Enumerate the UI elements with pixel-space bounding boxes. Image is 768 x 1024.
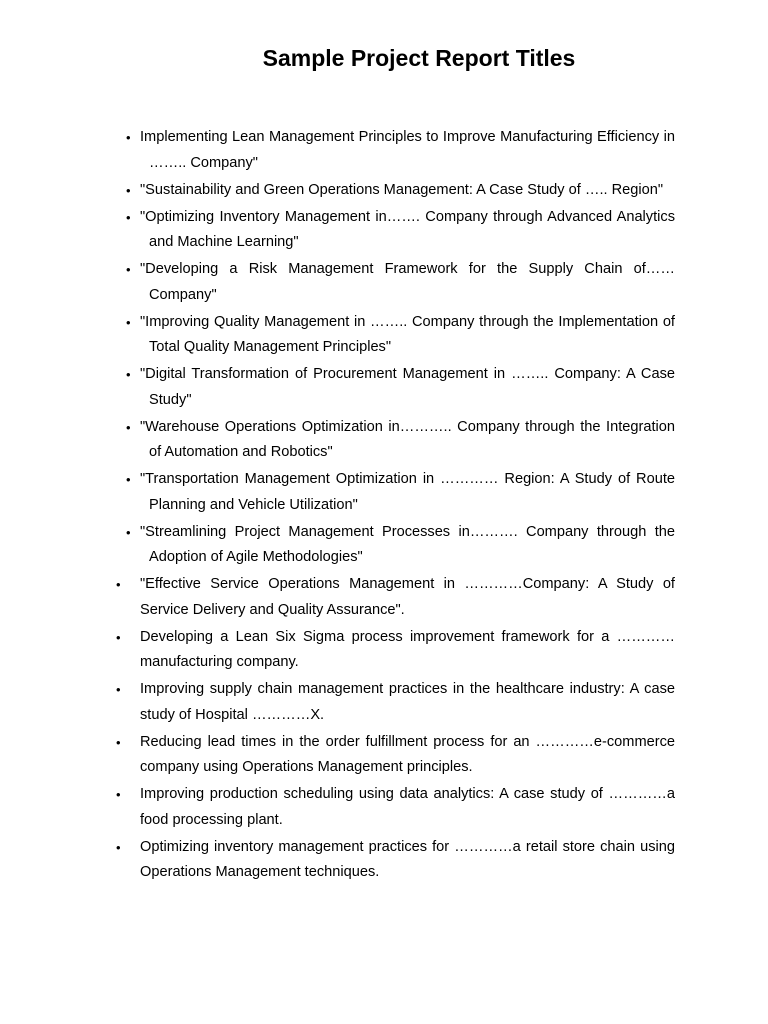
- list-item: [0, 625, 675, 676]
- list-item: [0, 782, 675, 833]
- bullet: •: [126, 182, 131, 198]
- list-item: [0, 125, 675, 176]
- bullet: •: [126, 419, 131, 435]
- bullet: •: [116, 629, 121, 645]
- list-item: [0, 362, 675, 413]
- list-item-text: "Sustainability and Green Operations Management: A Case Study of ….. Region": [140, 181, 664, 198]
- list-item: [0, 257, 675, 308]
- list-item: [0, 415, 675, 466]
- list-item: [0, 205, 675, 256]
- list-item-text: "Optimizing Inventory Management in……. Company through Advanced Analytics and Machine Learning": [140, 208, 675, 250]
- list-item-text: "Digital Transformation of Procurement Management in …….. Company: A Case Study": [140, 366, 675, 408]
- project-title-list: [0, 125, 768, 887]
- list-item-text: "Improving Quality Management in …….. Company through the Implementation of Total Quality Management Principles": [140, 313, 675, 355]
- bullet: •: [116, 682, 121, 697]
- bullet: •: [126, 262, 131, 277]
- bullet: •: [116, 787, 121, 802]
- list-item-text: Improving supply chain management practices in the healthcare industry: A case study of Hospital …………X.: [140, 681, 675, 723]
- list-item: [0, 572, 675, 623]
- document-title: Sample Project Report Titles: [262, 45, 576, 71]
- list-item: [0, 520, 675, 571]
- list-item-text: Optimizing inventory management practices for …………a retail store chain using Operations Management techniques.: [140, 838, 675, 880]
- list-item: [0, 467, 675, 518]
- bullet: •: [126, 472, 131, 487]
- bullet: •: [126, 209, 131, 225]
- list-item-text: "Warehouse Operations Optimization in……….. Company through the Integration of Automation and Robotics": [140, 418, 675, 460]
- bullet: •: [116, 734, 121, 750]
- bullet: •: [116, 577, 121, 592]
- list-item-text: Improving production scheduling using data analytics: A case study of …………a food processing plant.: [140, 786, 675, 828]
- bullet: •: [116, 839, 121, 855]
- list-item: [0, 835, 675, 886]
- list-item-text: "Effective Service Operations Management in …………Company: A Study of Service Delivery and Quality Assurance".: [140, 576, 675, 618]
- list-item: [0, 310, 675, 361]
- list-item-text: Implementing Lean Management Principles to Improve Manufacturing Efficiency in …….. Company": [140, 129, 675, 171]
- bullet: •: [126, 130, 131, 145]
- list-item: [0, 178, 675, 204]
- list-item-text: Developing a Lean Six Sigma process improvement framework for a …………manufacturing company.: [140, 628, 675, 670]
- list-item: [0, 677, 675, 728]
- list-item-text: "Developing a Risk Management Framework for the Supply Chain of…… Company": [140, 261, 675, 303]
- list-item-text: "Streamlining Project Management Processes in………. Company through the Adoption of Agile Methodologies": [140, 523, 675, 565]
- bullet: •: [126, 524, 131, 540]
- bullet: •: [126, 314, 131, 330]
- list-item: [0, 730, 675, 781]
- list-item-text: "Transportation Management Optimization in ………… Region: A Study of Route Planning and Vehicle Utilization": [140, 471, 675, 513]
- list-item-text: Reducing lead times in the order fulfillment process for an …………e-commerce company using Operations Management principles.: [140, 733, 675, 775]
- bullet: •: [126, 367, 131, 382]
